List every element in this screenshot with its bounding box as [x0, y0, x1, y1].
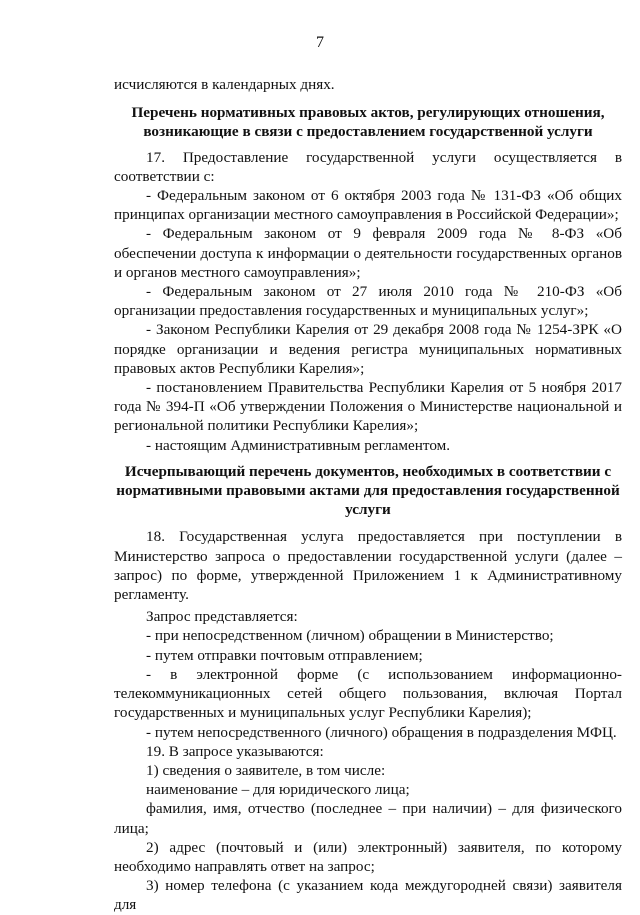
page-number: 7 — [316, 34, 324, 51]
list-item: - при непосредственном (личном) обращении в Министерство; — [146, 627, 554, 645]
document-body — [114, 75, 622, 915]
paragraph: Запрос представляется: — [146, 608, 298, 626]
section-heading: Перечень нормативных правовых актов, регулирующих отношения, возникающие в связи с предоставлением государственной услуги — [131, 104, 605, 141]
sub-item: фамилия, имя, отчество (последнее – при наличии) – для физического лица; — [114, 800, 622, 837]
paragraph: исчисляются в календарных днях. — [114, 76, 335, 93]
list-item: - Федеральным законом от 6 октября 2003 года № 131-ФЗ «Об общих принципах организации местного самоуправления в Российской Федерации»; — [114, 187, 622, 224]
paragraph-19: 19. В запросе указываются: — [146, 742, 324, 760]
list-item: - путем отправки почтовым отправлением; — [146, 646, 423, 664]
list-item: - путем непосредственного (личного) обращения в подразделения МФЦ. — [146, 723, 617, 741]
sub-item: наименование – для юридического лица; — [146, 781, 410, 799]
list-item: - в электронной форме (с использованием информационно-телекоммуникационных сетей общего пользования, включая Портал государственных и муниципальных услуг Республики Карелия); — [114, 665, 622, 722]
sub-item: 2) адрес (почтовый и (или) электронный) заявителя, по которому необходимо направлять ответ на запрос; — [114, 838, 622, 875]
list-item: - Федеральным законом от 9 февраля 2009 года № 8-ФЗ «Об обеспечении доступа к информации о деятельности государственных органов и органов местного самоуправления»; — [114, 225, 622, 281]
paragraph-18: 18. Государственная услуга предоставляется при поступлении в Министерство запроса о предоставлении государственной услуги (далее – запрос) по форме, утвержденной Приложением 1 к Административному регламенту. — [114, 528, 622, 604]
list-item: - Законом Республики Карелия от 29 декабря 2008 года № 1254-ЗРК «О порядке организации и ведения регистра муниципальных нормативных правовых актов Республики Карелия»; — [114, 321, 622, 377]
paragraph-17: 17. Предоставление государственной услуги осуществляется в соответствии с: — [114, 148, 622, 185]
section-heading: Исчерпывающий перечень документов, необходимых в соответствии с нормативными правовыми актами для предоставления государственной услуги — [116, 462, 620, 519]
list-item: - постановлением Правительства Республики Карелия от 5 ноября 2017 года № 394-П «Об утверждении Положения о Министерстве национальной и региональной политики Республики Карелия»; — [114, 379, 622, 435]
list-item: - Федеральным законом от 27 июля 2010 года № 210-ФЗ «Об организации предоставления государственных и муниципальных услуг»; — [114, 283, 622, 320]
sub-item: 1) сведения о заявителе, в том числе: — [146, 761, 386, 779]
sub-item: 3) номер телефона (с указанием кода междугородней связи) заявителя для — [114, 877, 622, 914]
list-item: - настоящим Административным регламентом. — [146, 436, 451, 454]
